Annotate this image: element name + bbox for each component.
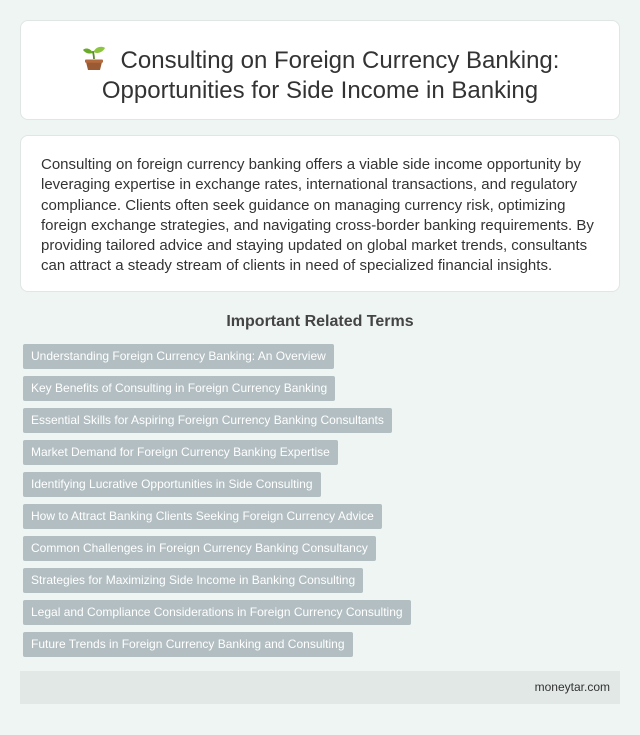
list-item [23, 472, 411, 497]
title-card [20, 20, 620, 120]
related-term-link[interactable]: Identifying Lucrative Opportunities in Side Consulting [23, 472, 321, 497]
related-term-link[interactable]: Market Demand for Foreign Currency Banking Expertise [23, 440, 338, 465]
footer-site-link[interactable]: moneytar.com [534, 680, 610, 694]
list-item [23, 376, 411, 401]
page-title [21, 45, 619, 106]
related-term-link[interactable]: Key Benefits of Consulting in Foreign Currency Banking [23, 376, 335, 401]
related-terms-heading: Important Related Terms [226, 313, 414, 330]
related-term-link[interactable]: Common Challenges in Foreign Currency Banking Consultancy [23, 536, 376, 561]
related-term-link[interactable]: Understanding Foreign Currency Banking: An Overview [23, 344, 334, 369]
intro-paragraph: Consulting on foreign currency banking offers a viable side income opportunity by leveraging expertise in exchange rates, international transactions, and regulatory compliance. Clients often seek guidance on managing currency risk, optimizing foreign exchange strategies, and navigating cross-border banking requirements. By providing tailored advice and staying updated on global market trends, consultants can attract a steady stream of clients in need of specialized financial insights. [41, 156, 594, 275]
page-title-text: Consulting on Foreign Currency Banking: Opportunities for Side Income in Banking [101, 47, 560, 104]
related-term-link[interactable]: Strategies for Maximizing Side Income in Banking Consulting [23, 568, 363, 593]
footer [20, 671, 620, 704]
related-term-link[interactable]: Essential Skills for Aspiring Foreign Currency Banking Consultants [23, 408, 392, 433]
intro-card [20, 135, 620, 292]
list-item [23, 536, 411, 561]
sprout-icon [81, 45, 107, 71]
list-item [23, 504, 411, 529]
related-term-link[interactable]: Future Trends in Foreign Currency Banking and Consulting [23, 632, 353, 657]
list-item [23, 632, 411, 657]
list-item [23, 440, 411, 465]
list-item [23, 568, 411, 593]
related-term-link[interactable]: Legal and Compliance Considerations in Foreign Currency Consulting [23, 600, 411, 625]
list-item [23, 344, 411, 369]
related-terms-list [23, 344, 411, 664]
related-term-link[interactable]: How to Attract Banking Clients Seeking Foreign Currency Advice [23, 504, 382, 529]
list-item [23, 600, 411, 625]
list-item [23, 408, 411, 433]
